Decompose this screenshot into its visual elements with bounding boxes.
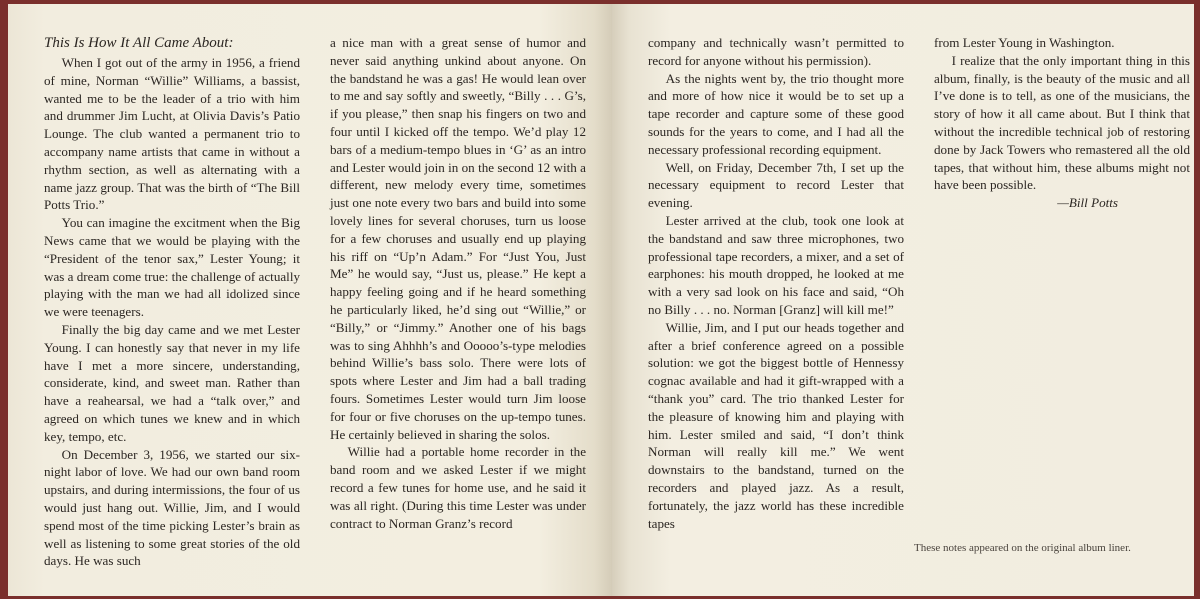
right-page-columns [648, 34, 1194, 532]
paragraph: Lester arrived at the club, took one look at the bandstand and saw three microphones, two professional tape recorders, a mixer, and a set of earphones: his mouth dropped, he looked at me with a very sad look on his face and said, “Oh no Billy . . . no. Norman [Granz] will kill me!” [648, 212, 904, 317]
paragraph: Willie, Jim, and I put our heads together and after a brief conference agreed on a possible solution: we got the biggest bottle of Hennessy cognac available and had it gift-wrapped with a “thank you” card. The trio thanked Lester for the pleasure of knowing him and playing with him. Lester smiled and said, “I don’t think Norman will really kill me.” We went downstairs to the bandstand, turned on the recorders and played jazz. As a result, fortunately, the jazz world has these incredible tapes [648, 319, 904, 531]
paragraph: a nice man with a great sense of humor and never said anything unkind about anyone. On the bandstand he was a gas! He would lean over to me and say softly and sweetly, “Billy . . . G’s, if you please,” then snap his fingers on two and four until I kicked off the tempo. We’d play 12 bars of a medium-tempo blues in ‘G’ as an intro and Lester would join in on the second 12 with a different, new melody every time, sometimes just one note every two bars and build into some lovely lines for several choruses, turn us loose for a few choruses and usually end up playing his riff on “Up’n Adam.” For “Just You, Just Me” he would say, “Just us, please.” He kept a happy feeling going and if he heard something he particularly liked, he’d sing out “Willie,” or “Billy,” or “Jimmy.” Another one of his bags was to sing Ahhhh’s and Ooooo’s-type melodies behind Willie’s bass solo. There were lots of spots where Lester and Jim had a ball trading fours. Sometimes Lester would turn Jim loose for four or five choruses on the up-tempo tunes. He certainly believed in sharing the solos. [330, 35, 586, 442]
left-page [8, 4, 612, 596]
left-column-2 [330, 34, 586, 570]
paragraph: You can imagine the excitment when the Big News came that we would be playing with the “President of the tenor sax,” Lester Young; it was a dream come true: the challenge of actually playing with the man we had all idolized since we were teenagers. [44, 215, 300, 320]
left-column-1 [44, 34, 300, 570]
left-page-columns [44, 34, 612, 570]
paragraph: Well, on Friday, December 7th, I set up the necessary equipment to record Lester that evening. [648, 159, 904, 211]
notes-title: This Is How It All Came About: [44, 35, 234, 51]
paragraph: As the nights went by, the trio thought more and more of how nice it would be to set up a tape recorder and capture some of these good sounds for the years to come, and I had all the necessary professional recording equipment. [648, 70, 904, 157]
source-credit: These notes appeared on the original album liner. [914, 542, 1131, 554]
liner-notes-booklet [8, 4, 1194, 596]
right-column-2 [934, 34, 1190, 532]
paragraph: from Lester Young in Washington. [934, 35, 1115, 50]
right-column-1 [648, 34, 904, 532]
paragraph: On December 3, 1956, we started our six-night labor of love. We had our own band room upstairs, and during intermissions, the four of us would just hang out. Willie, Jim, and I would spend most of the time picking Lester’s brain as well as listening to some great stories of the old days. He was such [44, 446, 300, 569]
paragraph: company and technically wasn’t permitted to record for anyone without his permission). [648, 35, 904, 68]
paragraph: Finally the big day came and we met Lester Young. I can honestly say that never in my life have I met a more sincere, understanding, considerate, kind, and sweet man. Rather than have a reahearsal, we had a “talk over,” and agreed on which tunes we knew and in which key, tempo, etc. [44, 321, 300, 444]
paragraph: I realize that the only important thing in this album, finally, is the beauty of the music and all I’ve done is to tell, as one of the musicians, the story of how it all came about. But I think that without the incredible technical job of restoring done by Jack Towers who remastered all the old tapes, that without him, these albums might not have been possible. [934, 52, 1190, 193]
paragraph: Willie had a portable home recorder in the band room and we asked Lester if we might record a few tunes for home use, and he said it was all right. (During this time Lester was under contract to Norman Granz’s record [330, 444, 586, 531]
signature: —Bill Potts [1057, 195, 1118, 211]
paragraph: When I got out of the army in 1956, a friend of mine, Norman “Willie” Williams, a bassist, wanted me to be the leader of a trio with him and drummer Jim Lucht, at Olivia Davis’s Patio Lounge. The club wanted a permanent trio to accompany name artists that came in without a rhythm section, as well as alternating with a name jazz group. That was the birth of “The Bill Potts Trio.” [44, 55, 300, 213]
right-page [612, 4, 1194, 596]
